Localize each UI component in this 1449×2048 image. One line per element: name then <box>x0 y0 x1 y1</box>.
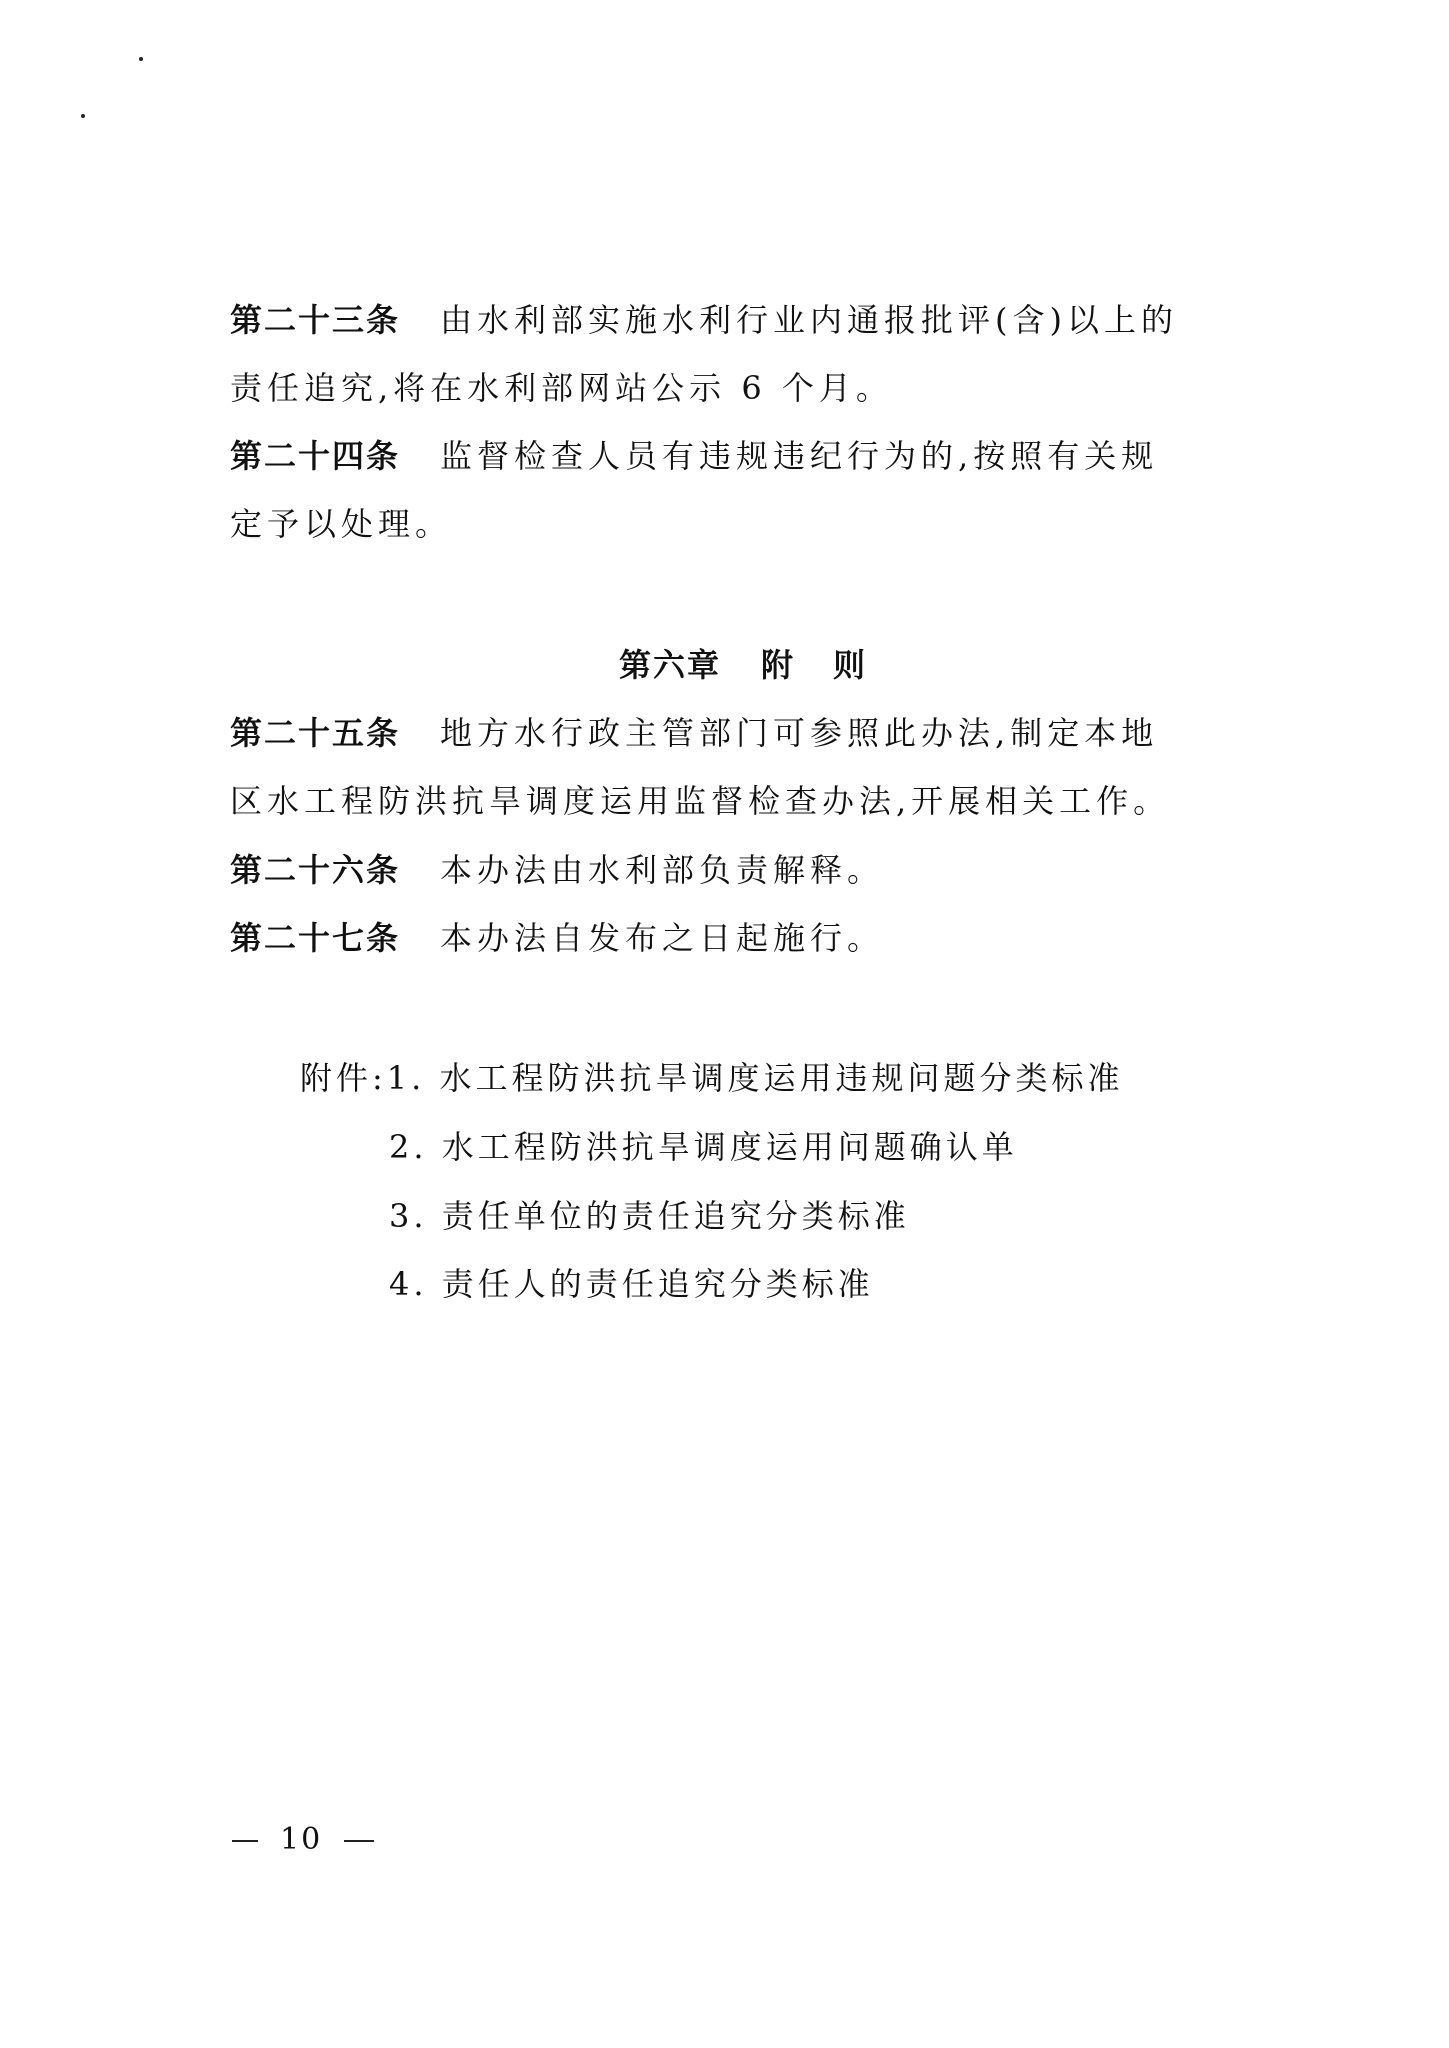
page-number-dash-left <box>232 1840 258 1842</box>
attachment-item-2: 2. 水工程防洪抗旱调度运用问题确认单 <box>389 1128 1018 1166</box>
article-26-line-1 <box>230 850 884 890</box>
attachment-line-1 <box>300 1058 1124 1098</box>
attachment-line-2 <box>389 1127 1018 1167</box>
chapter-title-part-2: 则 <box>833 646 868 684</box>
scan-speck <box>139 57 143 61</box>
article-26-text-1: 本办法由水利部负责解释。 <box>440 851 885 889</box>
article-23-text-1: 由水利部实施水利行业内通报批评(含)以上的 <box>440 301 1178 339</box>
chapter-number: 第六章 <box>619 646 722 684</box>
article-24-label: 第二十四条 <box>230 437 401 475</box>
article-24-text-1: 监督检查人员有违规违纪行为的,按照有关规 <box>440 437 1159 475</box>
attachment-line-3 <box>389 1196 910 1236</box>
article-23-text-2: 责任追究,将在水利部网站公示 6 个月。 <box>230 369 893 407</box>
page-number-value: 10 <box>280 1822 323 1857</box>
article-26-label: 第二十六条 <box>230 851 401 889</box>
article-25-text-1: 地方水行政主管部门可参照此办法,制定本地 <box>440 714 1159 752</box>
article-24-text-2: 定予以处理。 <box>230 505 453 543</box>
chapter-title-part-1: 附 <box>761 646 796 684</box>
attachments-prefix: 附件: <box>300 1059 387 1097</box>
attachment-item-3: 3. 责任单位的责任追究分类标准 <box>389 1197 910 1235</box>
article-25-line-2 <box>230 781 1170 821</box>
article-27-label: 第二十七条 <box>230 919 401 957</box>
article-24-line-1 <box>230 436 1158 476</box>
article-23-label: 第二十三条 <box>230 301 401 339</box>
article-27-text-1: 本办法自发布之日起施行。 <box>440 919 885 957</box>
scan-speck <box>81 114 85 118</box>
article-25-label: 第二十五条 <box>230 714 401 752</box>
article-25-text-2: 区水工程防洪抗旱调度运用监督检查办法,开展相关工作。 <box>230 782 1171 820</box>
article-25-line-1 <box>230 713 1158 753</box>
page-number <box>232 1822 374 1858</box>
chapter-heading <box>619 645 867 685</box>
article-23-line-1 <box>230 300 1178 340</box>
article-24-line-2 <box>230 504 452 544</box>
attachment-line-4 <box>389 1264 874 1304</box>
attachment-item-1: 1. 水工程防洪抗旱调度运用违规问题分类标准 <box>386 1059 1124 1097</box>
article-27-line-1 <box>230 918 884 958</box>
article-23-line-2 <box>230 368 893 408</box>
page-number-dash-right <box>344 1840 374 1842</box>
attachment-item-4: 4. 责任人的责任追究分类标准 <box>389 1265 874 1303</box>
